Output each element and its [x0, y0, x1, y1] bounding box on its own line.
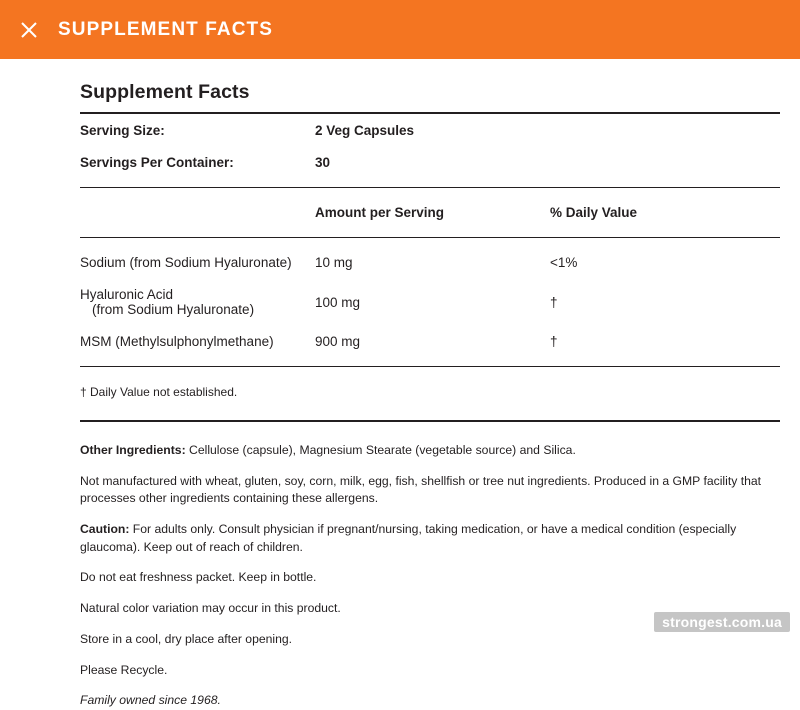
table-row	[80, 325, 780, 357]
allergen-text: Not manufactured with wheat, gluten, soy, corn, milk, egg, fish, shellfish or tree nut ingredients. Produced in a GMP facility that processes other ingredients containing these allergens.	[80, 473, 762, 506]
servings-per-container-label: Servings Per Container:	[80, 155, 234, 170]
divider-before-footnote	[80, 357, 780, 375]
color-variation-text: Natural color variation may occur in this product.	[80, 601, 341, 616]
table-header-row	[80, 196, 780, 228]
caution-label: Caution:	[80, 522, 130, 537]
nutrient-name: Sodium (from Sodium Hyaluronate)	[80, 255, 292, 270]
table-row-footnote	[80, 375, 780, 411]
column-header-amount: Amount per Serving	[315, 205, 445, 220]
divider-bottom	[80, 411, 780, 430]
daily-value-footnote: † Daily Value not established.	[80, 385, 238, 399]
nutrient-amount: 100 mg	[315, 295, 361, 310]
caution-paragraph	[80, 521, 780, 556]
column-header-blank	[80, 196, 315, 228]
recycle-text: Please Recycle.	[80, 662, 168, 677]
servings-per-container-dv	[550, 146, 780, 178]
nutrient-name-sub: (from Sodium Hyaluronate)	[92, 302, 255, 317]
dialog-title: SUPPLEMENT FACTS	[58, 18, 274, 40]
servings-per-container-value: 30	[315, 155, 331, 170]
supplement-facts-table	[80, 114, 780, 430]
close-button[interactable]	[0, 0, 58, 59]
dialog-header	[0, 0, 800, 59]
nutrient-name: MSM (Methylsulphonylmethane)	[80, 334, 274, 349]
other-ingredients-label: Other Ingredients:	[80, 443, 186, 457]
table-row	[80, 278, 780, 325]
table-row	[80, 246, 780, 278]
nutrient-amount: 900 mg	[315, 334, 361, 349]
page-title: Supplement Facts	[80, 81, 250, 103]
serving-size-label: Serving Size:	[80, 123, 165, 138]
nutrient-daily-value: †	[550, 295, 558, 310]
family-owned-text: Family owned since 1968.	[80, 693, 221, 708]
notes-section	[80, 430, 780, 710]
divider-after-servings	[80, 178, 780, 196]
close-icon	[20, 21, 38, 39]
nutrient-daily-value: <1%	[550, 255, 578, 270]
nutrient-daily-value: †	[550, 334, 558, 349]
storage-text: Store in a cool, dry place after opening.	[80, 631, 293, 646]
table-row-servings-per-container	[80, 146, 780, 178]
divider-after-header	[80, 228, 780, 246]
nutrient-name-group	[80, 278, 315, 325]
other-ingredients-text: Cellulose (capsule), Magnesium Stearate (vegetable source) and Silica.	[185, 443, 576, 457]
serving-size-dv	[550, 114, 780, 146]
watermark: strongest.com.ua	[654, 612, 790, 632]
table-row-serving-size	[80, 114, 780, 146]
nutrient-name: Hyaluronic Acid	[80, 287, 174, 302]
serving-size-value: 2 Veg Capsules	[315, 123, 415, 138]
freshness-text: Do not eat freshness packet. Keep in bottle.	[80, 570, 317, 585]
nutrient-amount: 10 mg	[315, 255, 353, 270]
caution-text: For adults only. Consult physician if pregnant/nursing, taking medication, or have a medical condition (especially glaucoma). Keep out of reach of children.	[80, 522, 737, 554]
other-ingredients-paragraph	[80, 442, 780, 460]
column-header-daily-value: % Daily Value	[550, 205, 638, 220]
